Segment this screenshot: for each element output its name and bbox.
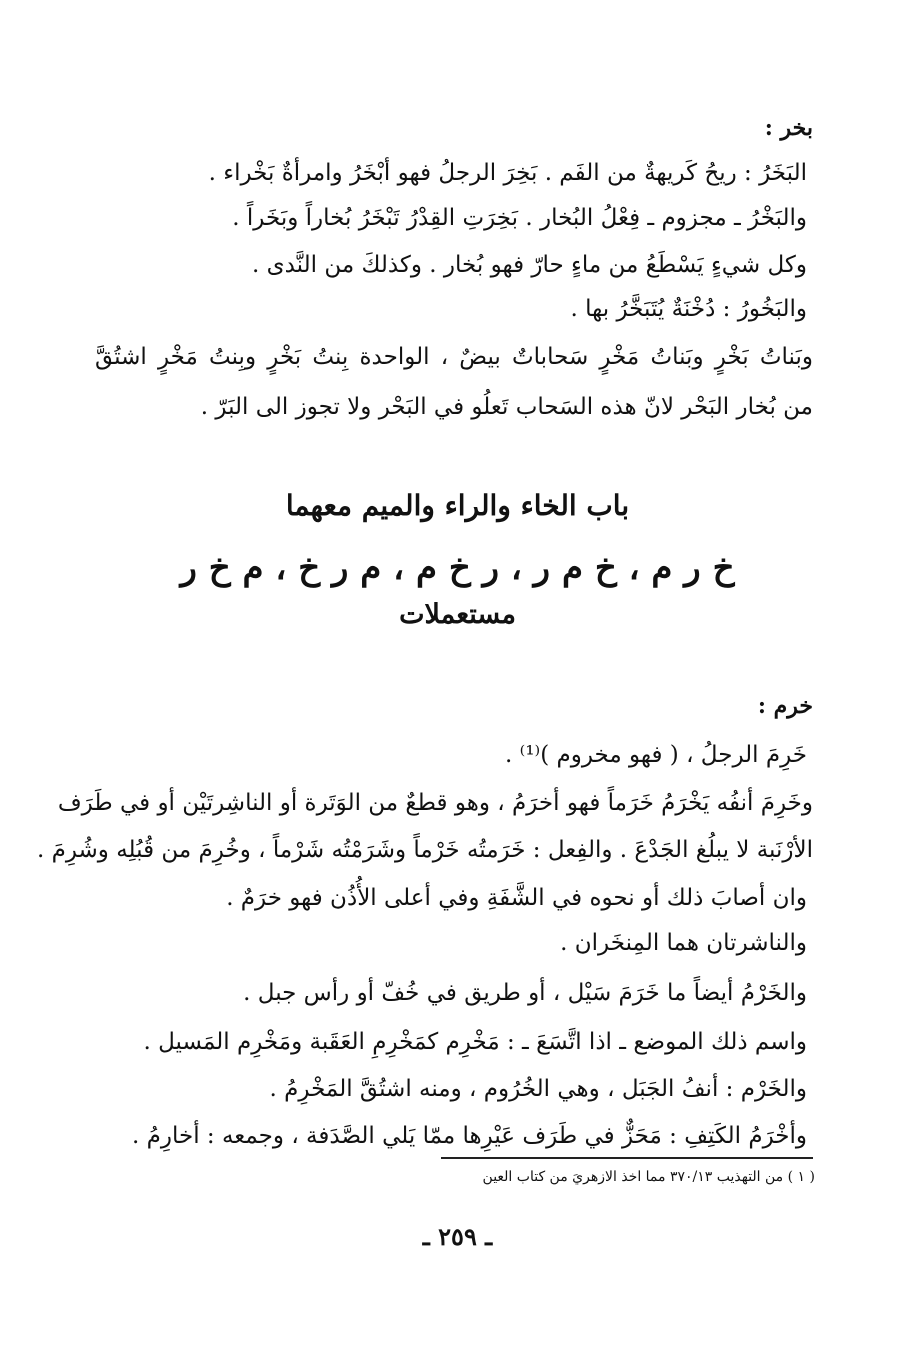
text-line: والخَرْمُ أيضاً ما خَرَمَ سَيْل ، أو طريق في خُفّ أو رأس جبل . — [243, 980, 807, 1006]
text-line: وكل شيءٍ يَسْطَعُ من ماءٍ حارّ فهو بُخار . وكذلكَ من النَّدى . — [251, 252, 807, 278]
chapter-subtitle: مستعملات — [399, 599, 516, 630]
chapter-roots: خ ر م ، خ م ر ، ر خ م ، م ر خ ، م خ ر — [180, 548, 735, 588]
text-line: الأرْنَبة لا يبلُغ الجَدْعَ . والفِعل : خَرَمتُه خَرْماً وشَرَمْتُه شَرْماً ، وخُرِمَ من قُبُلِه وشُرِمَ . — [36, 837, 813, 863]
text-line: من بُخار البَحْر لانّ هذه السَحاب تَعلُو في البَحْر ولا تجوز الى البَرّ . — [200, 394, 813, 420]
text-line: وبَناتُ بَخْرٍ وبَناتُ مَخْرٍ سَحاباتٌ بيضٌ ، الواحدة بِنتُ بَخْرٍ وبِنتُ مَخْرٍ اشتُقَّ — [95, 344, 813, 370]
entry-heading-khrm: خرم : — [757, 693, 813, 719]
footnote-rule — [441, 1157, 813, 1159]
text-line: والبَخُورُ : دُخْنَةٌ يُتَبَخَّرُ بها . — [570, 296, 807, 322]
entry-heading-bkhr: بخر : — [764, 115, 813, 141]
text-line: وان أصابَ ذلك أو نحوه في الشَّفَةِ وفي أعلى الأُذُن فهو خرَمٌ . — [226, 885, 807, 911]
page-number: ـ ٢٥٩ ـ — [422, 1222, 493, 1251]
text-line: واسم ذلك الموضع ـ اذا اتَّسَعَ ـ : مَخْرِم كمَخْرِمِ العَقَبة ومَخْرِم المَسيل . — [143, 1029, 807, 1055]
text-line: البَخَرُ : ريحُ كَريهةٌ من الفَم . بَخِرَ الرجلُ فهو أبْخَرُ وامرأةٌ بَخْراء . — [208, 160, 807, 186]
text-line: والبَخْرُ ـ مجزوم ـ فِعْلُ البُخار . بَخِرَتِ القِدْرُ تَبْخَرُ بُخاراً وبَخَراً . — [232, 205, 807, 231]
chapter-title: باب الخاء والراء والميم معهما — [285, 489, 630, 522]
text-line: والناشرتان هما المِنخَران . — [560, 930, 807, 956]
text-line: وأخْرَمُ الكَتِفِ : مَحَزٌّ في طَرَف عَيْرِها ممّا يَلي الصَّدَفة ، وجمعه : أخارِمُ . — [132, 1123, 807, 1149]
text-line: وخَرِمَ أنفُه يَخْرَمُ خَرَماً فهو أخرَمُ ، وهو قطعٌ من الوَتَرة أو الناشِرتَيْن أو في طَرَف — [57, 790, 813, 816]
text-line: خَرِمَ الرجلُ ، ( فهو مخروم )⁽¹⁾ . — [505, 742, 807, 768]
footnote: ( ١ ) من التهذيب ٣٧٠/١٣ مما اخذ الازهريَ من كتاب العين — [482, 1169, 815, 1185]
text-line: والخَرْم : أنفُ الجَبَل ، وهي الخُرُوم ، ومنه اشتُقَّ المَخْرِمُ . — [269, 1076, 807, 1102]
